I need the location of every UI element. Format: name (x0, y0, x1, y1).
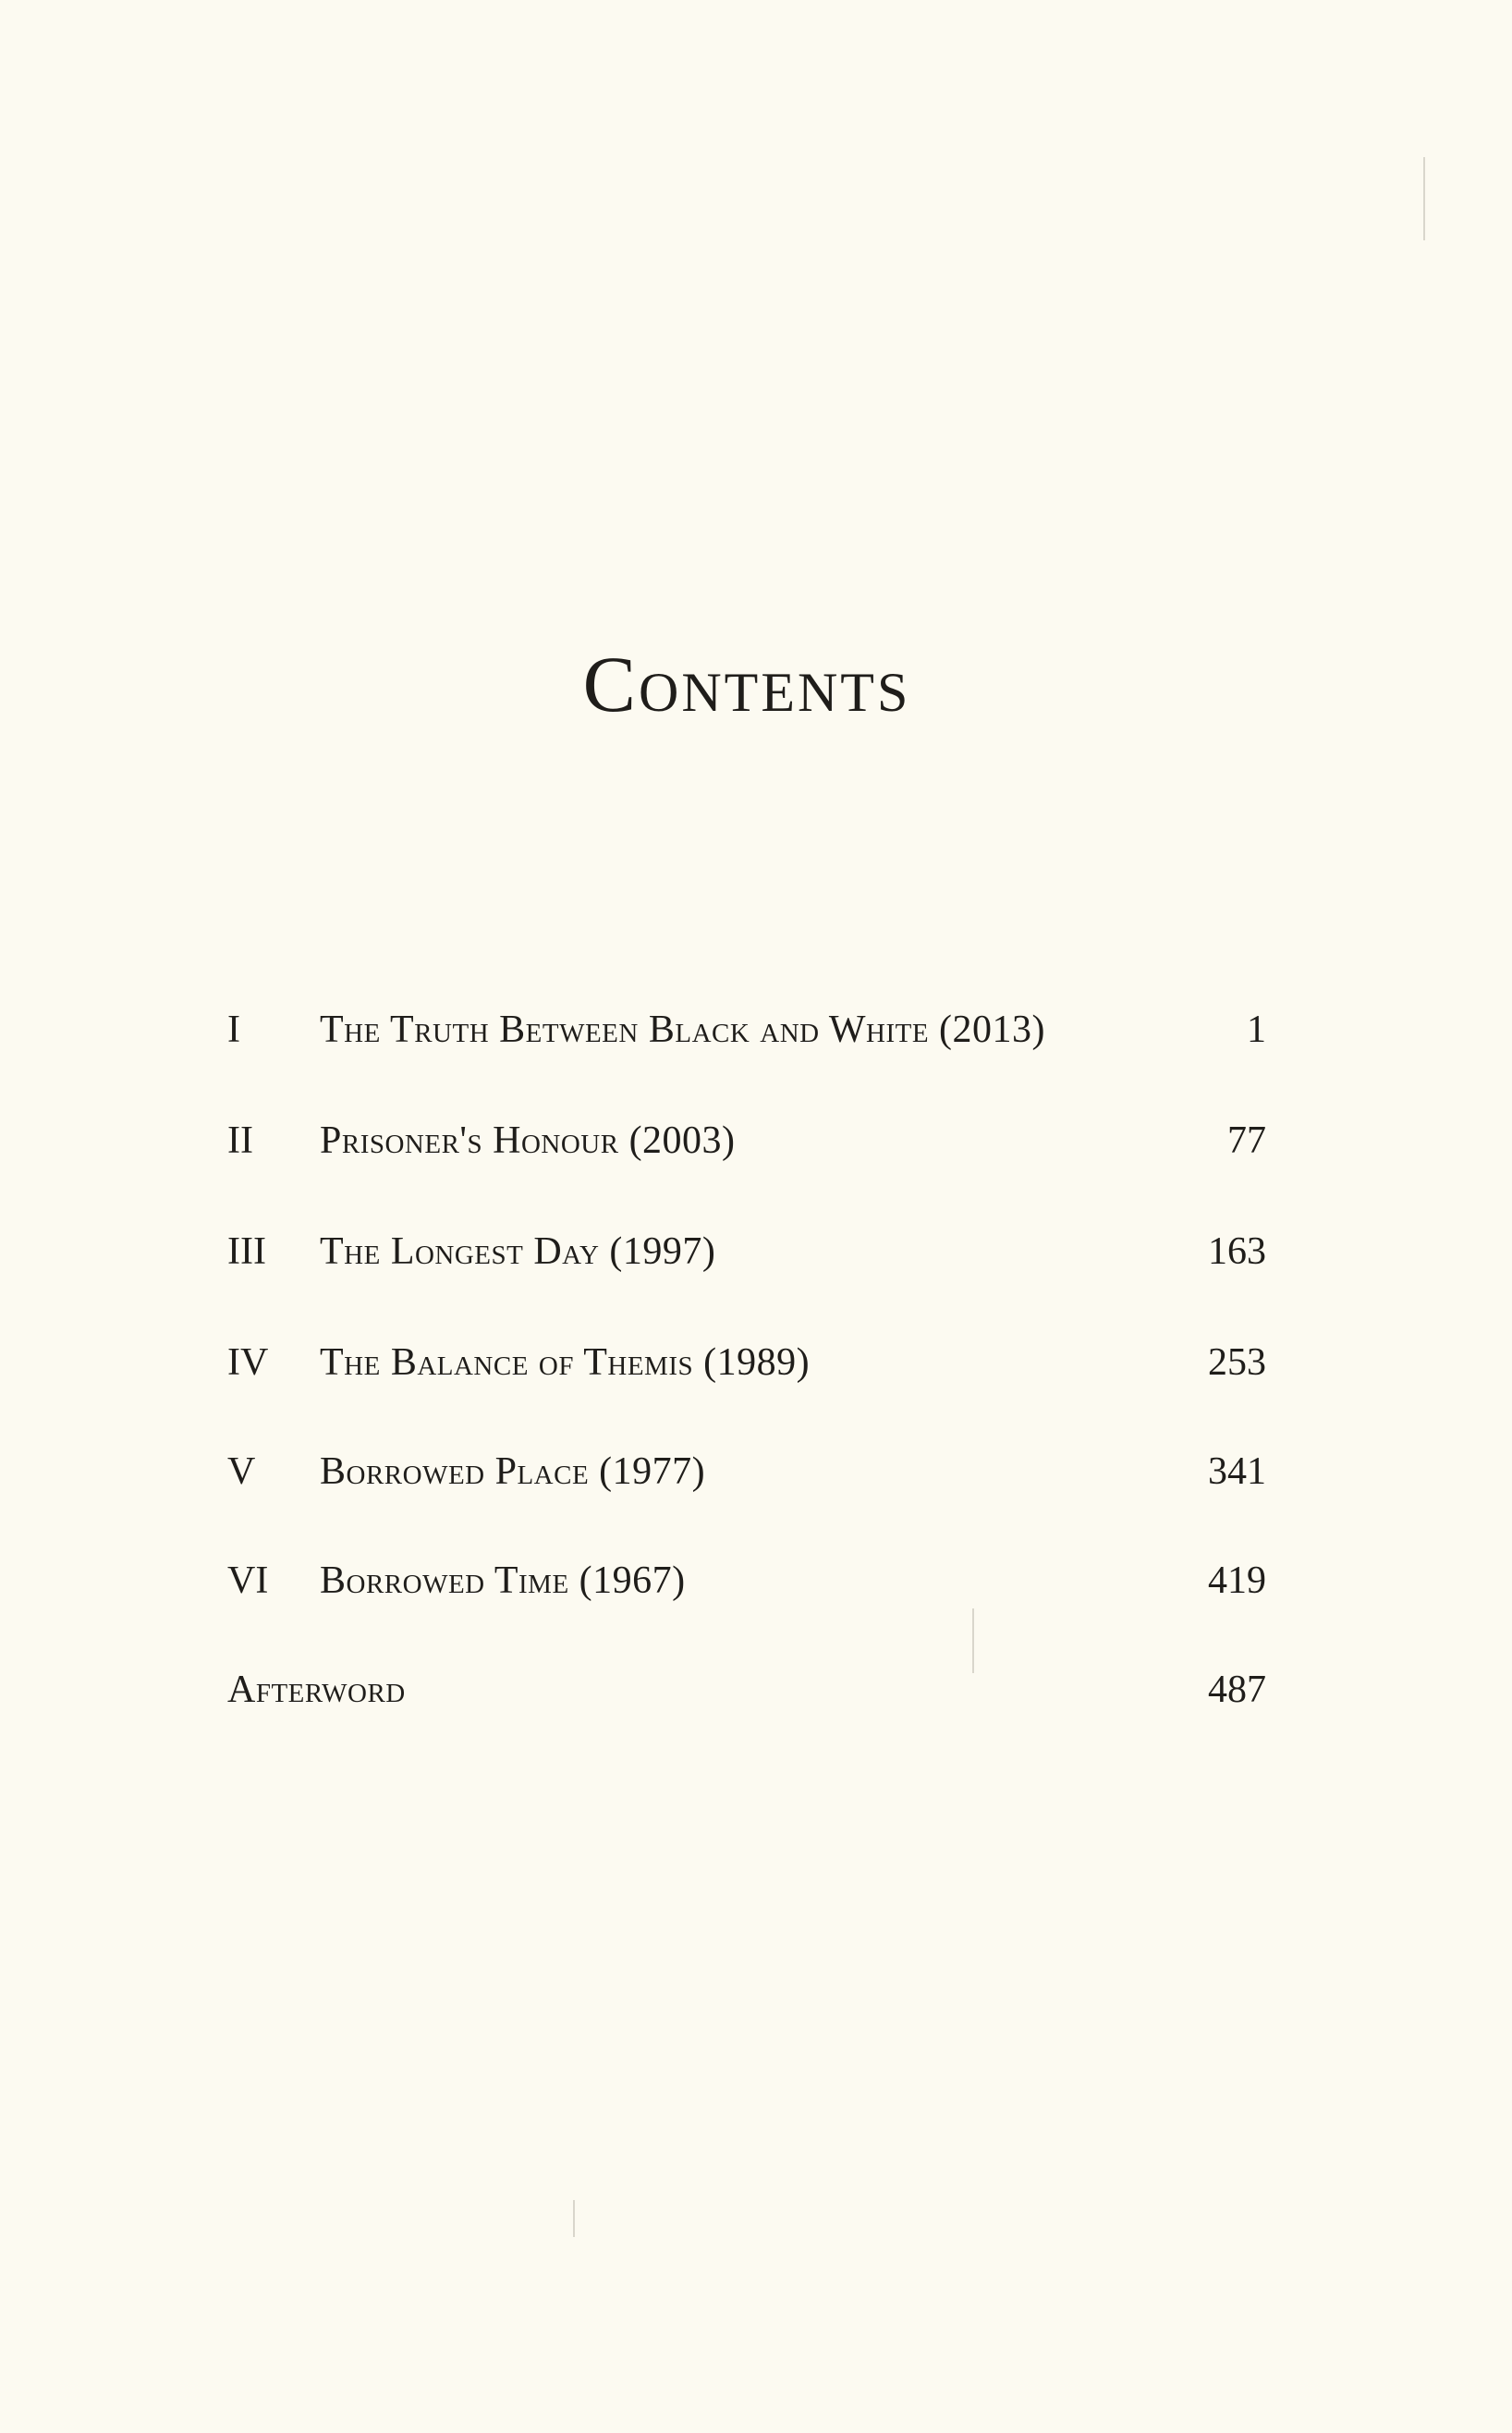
toc-entry-number: V (227, 1450, 256, 1493)
scan-mark (573, 2200, 575, 2237)
toc-entry-page: 419 (1208, 1559, 1266, 1602)
toc-entry-title: The Truth Between Black and White (2013) (320, 1009, 1046, 1051)
toc-entry-number: II (227, 1119, 253, 1162)
toc-entry (227, 1008, 1266, 1072)
toc-entry-title: Borrowed Time (1967) (320, 1559, 686, 1602)
toc-entry-page: 163 (1208, 1230, 1266, 1273)
toc-entry-page: 1 (1247, 1009, 1266, 1051)
toc-entry-title: Prisoner's Honour (2003) (320, 1119, 736, 1162)
toc-entry (227, 1559, 1266, 1623)
toc-entry-number: IV (227, 1341, 269, 1384)
toc-entry-page: 341 (1208, 1450, 1266, 1493)
toc-entry (227, 1340, 1266, 1405)
scan-mark (1423, 157, 1425, 240)
toc-entry-number: VI (227, 1559, 269, 1602)
toc-entry (227, 1449, 1266, 1514)
scan-mark (972, 1608, 974, 1673)
toc-entry-title: The Balance of Themis (1989) (320, 1341, 811, 1384)
toc-entry-number: I (227, 1009, 240, 1051)
toc-entry-title: Afterword (227, 1669, 406, 1711)
toc-entry-page: 77 (1227, 1119, 1266, 1162)
toc-entry (227, 1668, 1266, 1732)
toc-entry-title: Borrowed Place (1977) (320, 1450, 706, 1493)
toc-entry (227, 1229, 1266, 1294)
toc-entry (227, 1119, 1266, 1183)
toc-entry-title: The Longest Day (1997) (320, 1230, 716, 1273)
toc-entry-page: 487 (1208, 1669, 1266, 1711)
page-title: Contents (582, 640, 911, 728)
toc-entry-page: 253 (1208, 1341, 1266, 1384)
toc-entry-number: III (227, 1230, 266, 1273)
